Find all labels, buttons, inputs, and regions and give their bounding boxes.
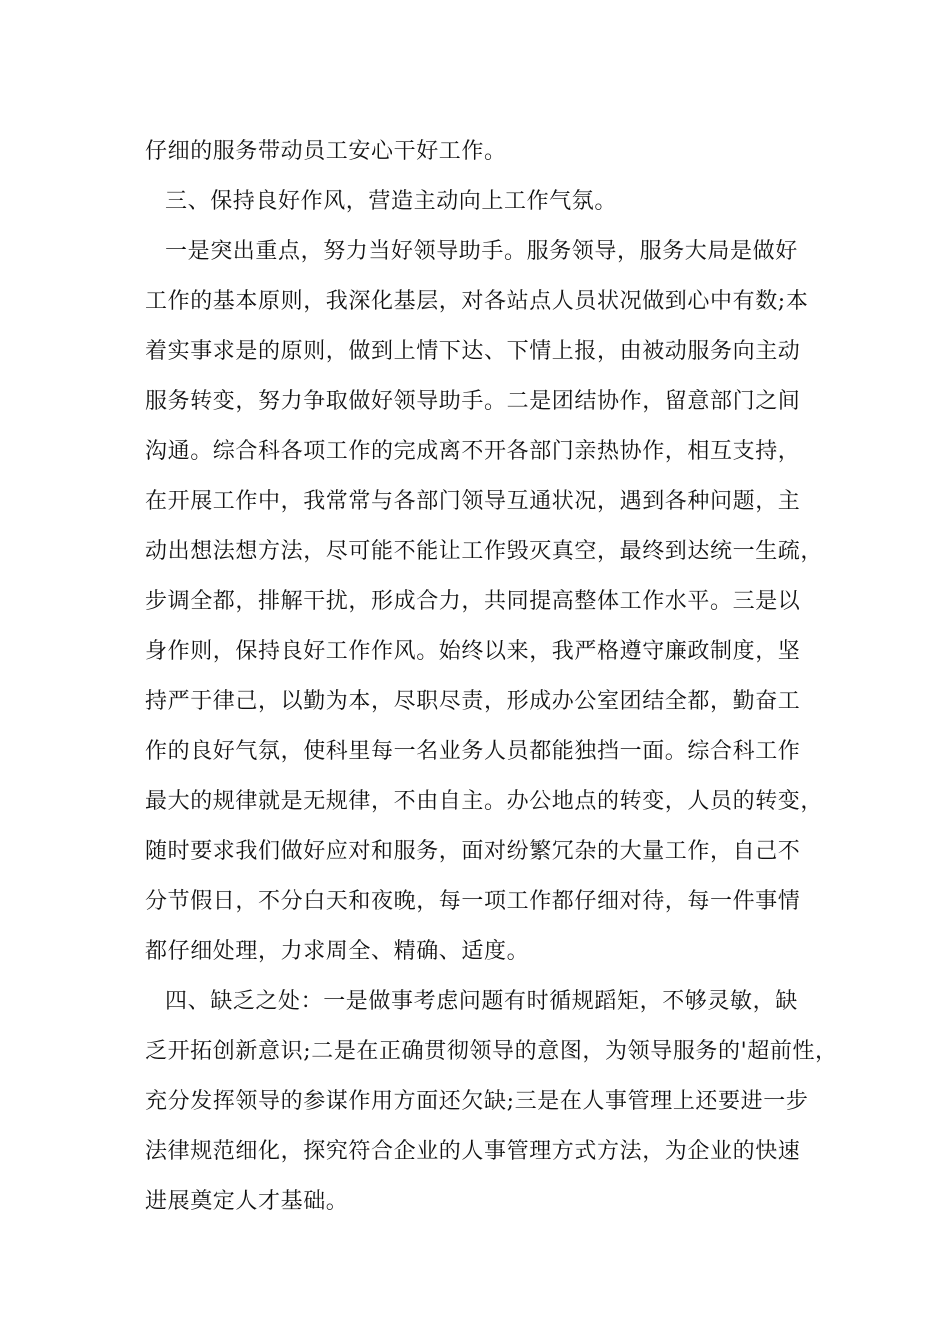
text-line: 着实事求是的原则，做到上情下达、下情上报，由被动服务向主动	[145, 339, 801, 364]
text-line: 随时要求我们做好应对和服务，面对纷繁冗杂的大量工作，自己不	[145, 839, 801, 864]
text-line: 持严于律己，以勤为本，尽职尽责，形成办公室团结全都，勤奋工	[145, 689, 801, 714]
text-line: 分节假日，不分白天和夜晚，每一项工作都仔细对待，每一件事情	[145, 889, 801, 914]
section-heading: 四、缺乏之处：一是做事考虑问题有时循规蹈矩，不够灵敏，缺	[165, 989, 798, 1014]
text-line: 工作的基本原则，我深化基层，对各站点人员状况做到心中有数;本	[145, 289, 809, 314]
text-line: 动出想法想方法，尽可能不能让工作毁灭真空，最终到达统一生疏，	[145, 539, 824, 564]
text-line: 步调全都，排解干扰，形成合力，共同提高整体工作水平。三是以	[145, 589, 801, 614]
section-heading: 三、保持良好作风，营造主动向上工作气氛。	[165, 189, 618, 214]
text-line: 服务转变，努力争取做好领导助手。二是团结协作，留意部门之间	[145, 389, 801, 414]
text-line: 充分发挥领导的参谋作用方面还欠缺;三是在人事管理上还要进一步	[145, 1089, 809, 1114]
text-line: 都仔细处理，力求周全、精确、适度。	[145, 939, 530, 964]
text-line: 一是突出重点，努力当好领导助手。服务领导，服务大局是做好	[165, 239, 798, 264]
text-line: 法律规范细化，探究符合企业的人事管理方式方法，为企业的快速	[145, 1139, 801, 1164]
text-line: 进展奠定人才基础。	[145, 1189, 349, 1214]
text-line: 作的良好气氛，使科里每一名业务人员都能独挡一面。综合科工作	[145, 739, 801, 764]
text-line: 身作则，保持良好工作作风。始终以来，我严格遵守廉政制度，坚	[145, 639, 801, 664]
text-line: 最大的规律就是无规律，不由自主。办公地点的转变，人员的转变，	[145, 789, 824, 814]
text-line: 乏开拓创新意识;二是在正确贯彻领导的意图，为领导服务的'超前性，	[145, 1039, 838, 1064]
text-line: 沟通。综合科各项工作的完成离不开各部门亲热协作，相互支持，	[145, 439, 801, 464]
text-line: 仔细的服务带动员工安心干好工作。	[145, 139, 507, 164]
text-line: 在开展工作中，我常常与各部门领导互通状况，遇到各种问题，主	[145, 489, 801, 514]
